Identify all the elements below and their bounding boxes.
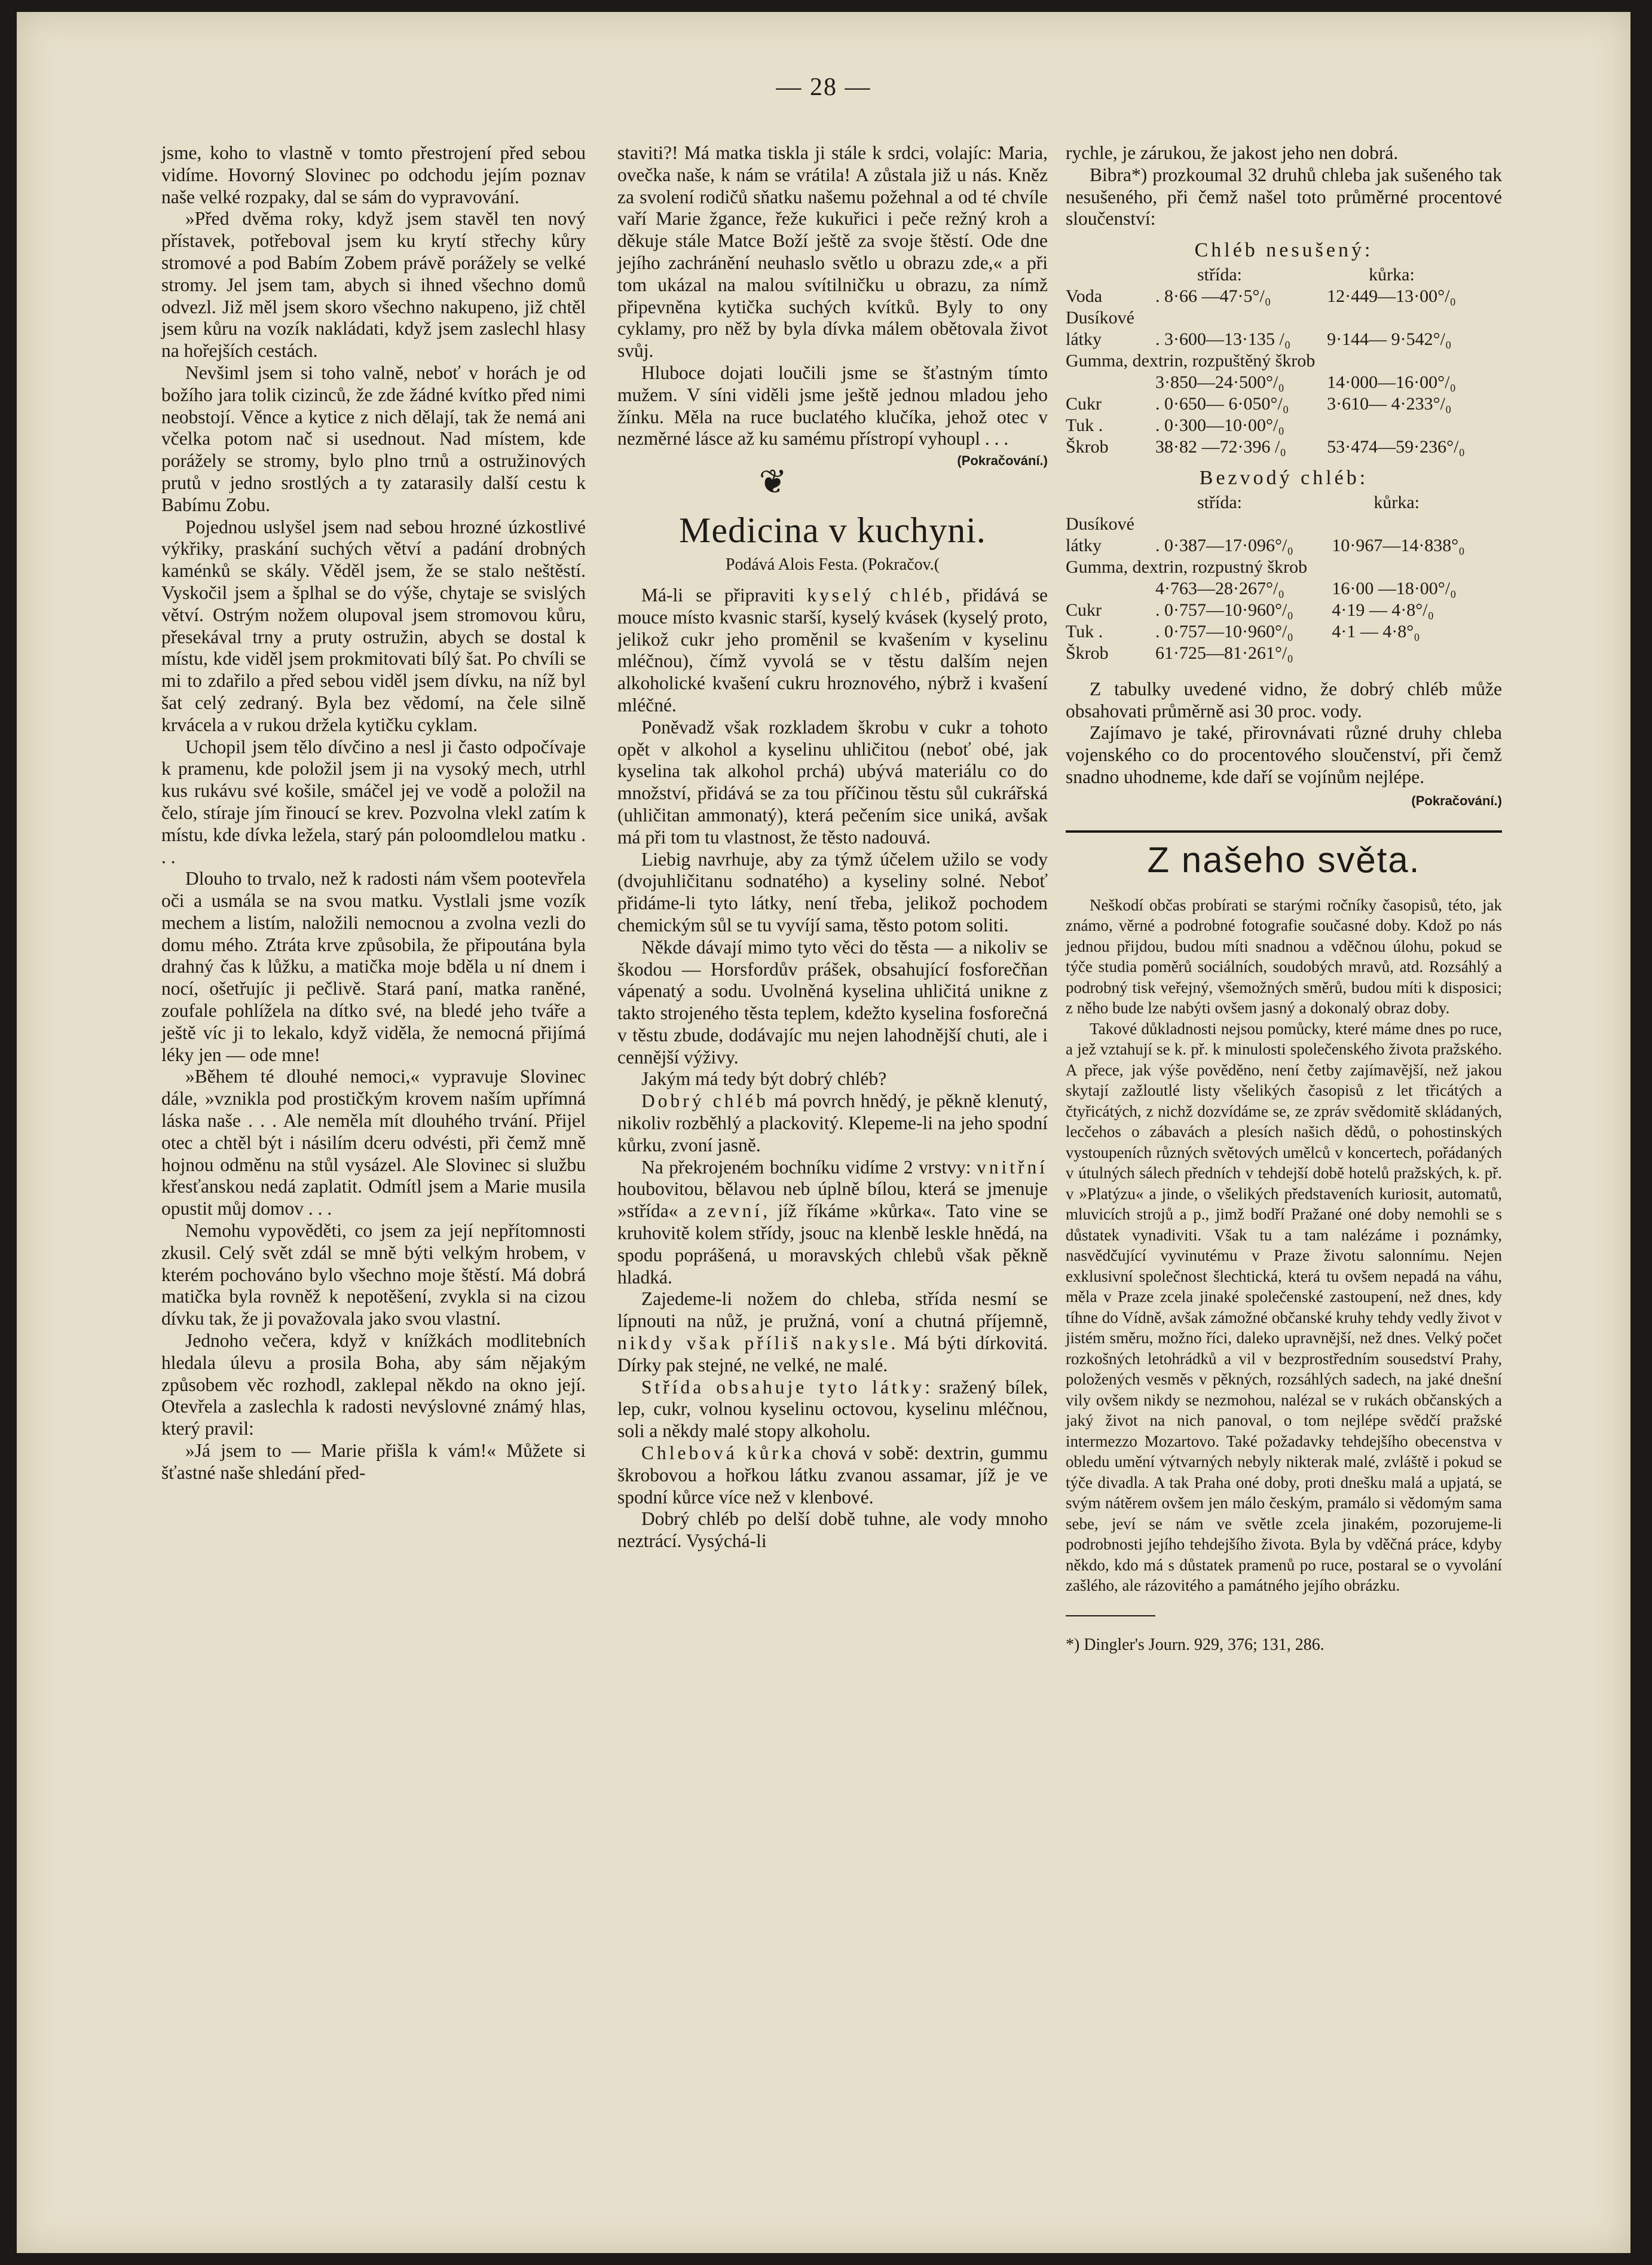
text-run: : sražený bílek, lep, cukr, volnou kyselinu octovou, kyselinu mléčnou, soli a někdy malé stopy alkoholu. (617, 1376, 1048, 1442)
kurka-value: 14·000—16·00°/₀ (1327, 372, 1456, 392)
footnote: *) Dingler's Journ. 929, 376; 131, 286. (1066, 1635, 1324, 1654)
row-label: Škrob (1066, 643, 1109, 663)
table-row (1066, 372, 1502, 393)
kurka-value: 9·144— 9·542°/₀ (1327, 329, 1452, 349)
strida-value: . 3·600—13·135 /₀ (1155, 329, 1291, 349)
spaced-term: Dobrý chléb (641, 1090, 769, 1112)
article-title-medicina: Medicina v kuchyni. (679, 511, 986, 551)
strida-value: . 0·650— 6·050°/₀ (1155, 393, 1289, 414)
article-paragraph (617, 1157, 1048, 1289)
story-paragraph: Dlouho to trvalo, než k radosti nám všem pootevřela oči a usmála se na svou matku. Vystlali jsme vozík mechem a listím, naložili nemocnou a zvolna vezli do domu mého. Ztráta krve způsobila, že připoutána byla drahný čas k lůžku, a matička moje bděla u ní dnem i nocí, ošetřujíc ji pečlivě. Stará paní, matka raněné, zoufale pohlížela na dítko své, na bledé jeho tváře a ještě víc ji to lekalo, když viděla, že nemocná přijímá léky jen — ode mne! (161, 868, 586, 1065)
article-paragraph: Z tabulky uvedené vidno, že dobrý chléb může obsahovati průměrně asi 30 proc. vody. (1066, 678, 1502, 722)
story-text: Hluboce dojati loučili jsme se šťastným tímto mužem. V síni viděli jsme ještě jednou mladou jeho žínku. Měla na ruce buclatého klučíka, jehož otec v nezměrné lásce až ku samému přístropí vyhoupl . . . (617, 362, 1048, 450)
table-header-row (1066, 264, 1502, 286)
column-middle (617, 142, 1048, 1552)
spaced-term: kyselý chléb (807, 584, 946, 606)
row-label: Dusíkové (1066, 513, 1134, 534)
continuation-note: (Pokračování.) (1411, 793, 1502, 808)
row-label: Gumma, dextrin, rozpuštěný škrob (1066, 350, 1316, 371)
kurka-value: 3·610— 4·233°/₀ (1327, 393, 1452, 414)
spaced-term: Chlebová kůrka (641, 1442, 805, 1464)
column-left (161, 142, 586, 1484)
article-paragraph: Liebig navrhuje, aby za týmž účelem užilo se vody (dvojuhličitanu sodnatého) a kyseliny solné. Neboť přidáme-li tyto látky, není třeba, jelikož pochodem chemickým sůl se tu vyvíjí sama, těsto potom soliti. (617, 848, 1048, 936)
article-paragraph (617, 1442, 1048, 1508)
row-label (1066, 372, 1155, 393)
article-paragraph (617, 585, 1048, 717)
column-header: kůrka: (1373, 492, 1420, 512)
article-paragraph: Někde dávají mimo tyto věci do těsta — a nikoliv se škodou — Horsfordův prášek, obsahující fosforečňan vápenatý a sodu. Uvolněná kyselina uhličitá unikne z takto strojeného těsta teplem, kdežto kyselina fosforečná v těstu zbude, dodávajíc mu nejen lahodnější chuti, ale i cennější výživy. (617, 936, 1048, 1068)
strida-value: . 0·757—10·960°/₀ (1155, 600, 1293, 620)
bread-table-bezvody (1066, 492, 1502, 664)
text-run: . Má býti dírkovitá. Dírky pak stejné, ne velké, ne malé. (617, 1332, 1048, 1375)
article-paragraph (617, 1377, 1048, 1442)
row-label: Tuk . (1066, 415, 1103, 435)
article-paragraph: Jakým má tedy být dobrý chléb? (641, 1068, 887, 1090)
article-paragraph: Dobrý chléb po delší době tuhne, ale vody mnoho neztrácí. Vysýchá-li (617, 1508, 1048, 1552)
ornament-icon: ❦ (758, 464, 787, 502)
strida-value: . 0·387—17·096°/₀ (1155, 535, 1293, 555)
spaced-term: vnitřní (977, 1156, 1048, 1178)
kurka-value: 4·19 — 4·8°/₀ (1332, 600, 1434, 620)
page-number: — 28 — (776, 74, 871, 101)
story-paragraph: Pojednou uslyšel jsem nad sebou hrozné úzkostlivé výkřiky, praskání suchých větví a padání drobných kaménků se skály. Věděl jsem, že se stalo neštěstí. Vyskočil jsem a šplhal se do výše, chytaje se svislých větví. Ostrým nožem olupoval jsem stromovou kůru, přesekával trny a pruty ostružin, abych se dostal k místu, kde viděl jsem prokmitovati bílý šat. Po chvíli se mi to zdařilo a před sebou viděl jsem dívku, na níž byl šat celý zedraný. Byla bez vědomí, na čele silně krvácela a v rukou držela kytičku cyklam. (161, 516, 586, 735)
story-paragraph: »Během té dlouhé nemoci,« vypravuje Slovinec dále, »vznikla pod prostičkým krovem naším upřímná láska naše . . . Ale neměla mít dlouhého trvání. Přijel otec a chtěl být i násilím dceru odvésti, při čemž mně hojnou odměnu na stůl vysázel. Ale Slovinec si službu křesťanskou nedá zaplatit. Odmítl jsem a Marie musila opustit můj domov . . . (161, 1066, 586, 1219)
table-row (1066, 578, 1502, 600)
spaced-term: Střída obsahuje tyto látky (641, 1376, 925, 1398)
table-row (1066, 643, 1502, 664)
story-paragraph: jsme, koho to vlastně v tomto přestrojení před sebou vidíme. Hovorný Slovinec po odchodu jejím poznav naše velké rozpaky, dal se sám do vypravování. (161, 142, 586, 207)
row-label: látky (1066, 329, 1102, 349)
row-label: Dusíkové (1066, 307, 1134, 328)
table-title-bezvody: Bezvodý chléb: (1199, 466, 1369, 489)
strida-value: 61·725—81·261°/₀ (1155, 643, 1293, 663)
spaced-term: nikdy však příliš nakysle (617, 1332, 891, 1354)
text-run: Zajedeme-li nožem do chleba, střída nesmí se lípnouti na nůž, je pružná, voní a chutná příjemně, (617, 1288, 1048, 1332)
continuation-note: (Pokračování.) (957, 453, 1048, 469)
kurka-value: 4·1 — 4·8°₀ (1332, 621, 1420, 641)
story-paragraph: »Před dvěma roky, když jsem stavěl ten nový přístavek, potřeboval jsem ku krytí střechy kůry stromové a pod Babím Zobem právě porážely se velké stromy. Jel jsem tam, abych si ihned všechno domů odvezl. Již měl jsem skoro všechno nakupeno, již chtěl jsem kůru na vozík nakládati, když jsem zaslechl hlasy na hořejších cestách. (161, 208, 586, 362)
column-header: kůrka: (1369, 264, 1415, 285)
kurka-value (1332, 643, 1502, 664)
newspaper-page (17, 12, 1630, 2253)
kurka-value: 10·967—14·838°₀ (1332, 535, 1465, 555)
story-paragraph: Nemohu vypověděti, co jsem za její nepřítomnosti zkusil. Celý svět zdál se mně býti velkým hrobem, v kterém pochováno bylo všechno moje štěstí. Má dobrá matička byla rovněž k nepotěšení, zvykla si na cizou dívku tak, že ji považovala jako svou vlastní. (161, 1220, 586, 1329)
row-label: Cukr (1066, 393, 1102, 414)
article-paragraph: Zajímavo je také, přirovnávati různé druhy chleba vojenského co do procentového sloučenství, při čemž snadno uhodneme, kde daří se vojínům nejlépe. (1066, 722, 1502, 787)
text-run: Na překrojeném bochníku vidíme 2 vrstvy: (641, 1156, 977, 1178)
section-title-z-naseho-sveta: Z našeho světa. (1147, 839, 1421, 880)
table-row (1066, 513, 1502, 535)
table-row (1066, 393, 1502, 415)
column-header: střída: (1197, 264, 1242, 285)
article-paragraph (617, 1288, 1048, 1376)
row-label: látky (1066, 535, 1102, 555)
column-right (1066, 142, 1502, 1656)
story-paragraph: »Já jsem to — Marie přišla k vám!« Můžete si šťastné naše shledání před- (161, 1440, 586, 1483)
table-row (1066, 557, 1502, 578)
table-row (1066, 329, 1502, 350)
bread-table-nesuseny (1066, 264, 1502, 458)
table-row (1066, 307, 1502, 329)
story-paragraph: Jednoho večera, když v knížkách modlitebních hledala úlevu a prosila Boha, aby sám nějakým způsobem věc rozhodl, zaklepal někdo na okno její. Otevřela a zaslechla k radosti nevýslovné známý hlas, který pravil: (161, 1330, 586, 1439)
spaced-term: zevní (706, 1200, 763, 1222)
row-label (1066, 578, 1155, 600)
text-run: houbovitou, bělavou neb úplně bílou, která se jmenuje »střída« a (617, 1178, 1048, 1222)
row-label: Gumma, dextrin, rozpustný škrob (1066, 557, 1308, 577)
story-paragraph (617, 362, 1048, 469)
story-paragraph: staviti?! Má matka tiskla ji stále k srdci, volajíc: Maria, ovečka naše, k nám se vrátila! A zůstala již u nás. Kněz za svolení rodičů sňatku našemu požehnal a od té chvíle vaří Marie žgance, řeže kukuřici i peče režný kroh a děkuje stále Matce Boží ještě za svoje štěstí. Ode dne jejího zachránění neuhaslo světlo u obrazu zde,« a při tom ukázal na malou svítilničku u obrazu, za nímž připevněna kytička suchých kvítků. Byly to ony cyklamy, pro něž by byla dívka málem obětovala život svůj. (617, 142, 1048, 362)
kurka-value: 53·474—59·236°/₀ (1327, 436, 1465, 457)
article-paragraph: Bibra*) prozkoumal 32 druhů chleba jak sušeného tak nesušeného, při čemž našel toto průměrné procentové sloučenství: (1066, 164, 1502, 230)
kurka-value (1327, 415, 1502, 436)
row-label: Tuk . (1066, 621, 1103, 641)
column-header: střída: (1197, 492, 1242, 512)
text-run: chová v sobě: dextrin, gummu škrobovou a hořkou látku zvanou assamar, jíž je ve spodní kůrce více než v klenbové. (617, 1442, 1048, 1508)
table-row (1066, 600, 1502, 621)
story-paragraph: Uchopil jsem tělo dívčino a nesl ji často odpočívaje k pramenu, kde položil jsem ji na vysoký mech, utrhl kus rukávu své košile, smáčel jej ve vodě a položil na čelo, stíraje jím řinoucí se krev. Pozvolna vlekl zatím k místu, kde dívka ležela, starý pán poloomdlelou matku . . . (161, 736, 586, 867)
kurka-value: 12·449—13·00°/₀ (1327, 286, 1456, 306)
continuation-wrap (1066, 788, 1502, 812)
table-title-nesuseny: Chléb nesušený: (1194, 239, 1373, 262)
text-run: , přidává se mouce místo kvasnic starší, kyselý kvásek (kyselý proto, jelikož cukr jeho proměnil se kvašením v kyselinu mléčnou), čímž vyvolá se v těstu dalším nejen alkoholické kvašení cukru hroznového, nýbrž i kvašení mléčné. (617, 584, 1048, 716)
row-label: Cukr (1066, 600, 1102, 620)
section-paragraph: Takové důkladnosti nejsou pomůcky, které máme dnes po ruce, a jež vztahují se k. př. k minulosti společenského života pražského. A přece, jak výše pověděno, není četby zajímavější, než jakou skytají zažloutlé listy všelikých časopisů z let třicátých a čtyřicátých, z nichž dozvídáme se, ze zpráv svědomitě skládaných, lecčehos o zábavách a plesích našich dědů, o pohostinských vystoupeních různých světových umělců v koncertech, pořádaných v útulných sálech předních v tehdejší době hotelů pražských, k. př. v »Platýzu« a jinde, o všelikých představeních kuriosit, automatů, mluvicích strojů a p., jimž bodří Pražané oné doby nemohli se s důstatek vynadiviti. Však tu a tam nalézáme i poznámky, nasvědčující vyvinutému v Praze životu salonnímu. Nejen exklusivní společnost šlechtická, která tu ovšem nepadá na váhu, měla v Praze zcela jinaké společenské zastoupení, než dnes, kdy tíhne do Vídně, avšak zámožné občanské kruhy tehdy vedly život v jistém směru, možno říci, daleko upravnější, než dnes. Velký počet rozkošných letohrádků a vil v bezprostředním sousedství Prahy, položených vesměs v pěkných, rozsáhlých sadech, na jaké dnešní vily ovšem nikdy se nezmohou, nalézal se v rukách občanských a jaký život na nich panoval, o tom nejlépe svědčí pražské intermezzo Mozartovo. Také požadavky tehdejšího obecenstva v obledu umění výtvarných nebyly nikterak malé, zvláště i pokud se týče divadla. A tak Praha oné doby, proti dnešku malá a upjatá, se svým nátěrem ovšem jen málo českým, pramálo si vědomým sama sebe, jeví se nám ve světle zcela jinakém, pozorujeme-li podrobnosti jejího tehdejšího života. Byla by vděčná práce, kdyby někdo, kdo má s důstatek pramenů po ruce, postaral se o vyvolání zašlého, ale rázovitého a památného jejího obrázku. (1066, 1019, 1502, 1595)
footnote-divider (1066, 1615, 1155, 1616)
table-header-row (1066, 492, 1502, 513)
table-row (1066, 436, 1502, 458)
article-paragraph (617, 1090, 1048, 1156)
table-row (1066, 535, 1502, 557)
table-row (1066, 286, 1502, 307)
kurka-value: 16·00 —18·00°/₀ (1332, 578, 1457, 598)
strida-value: 4·763—28·267°/₀ (1155, 578, 1284, 598)
row-label: Voda (1066, 286, 1103, 306)
section-divider (1066, 830, 1502, 833)
table-row (1066, 350, 1502, 372)
strida-value: . 8·66 —47·5°/₀ (1155, 286, 1271, 306)
strida-value: . 0·757—10·960°/₀ (1155, 621, 1293, 641)
section-paragraph: Neškodí občas probírati se starými ročníky časopisů, této, jak známo, věrné a podrobné fotografie současné doby. Kdož po nás jednou přijdou, budou míti snadnou a vděčnou úlohu, pokud se týče studia poměrů sociálních, soudobých mravů, atd. Rozsáhlý a podrobný tisk veřejný, všemožných směrů, budou míti k disposici; z něho bude lze nabýti ovšem jasný a dokonalý obraz doby. (1066, 895, 1502, 1017)
strida-value: . 0·300—10·00°/₀ (1155, 415, 1284, 435)
text-run: Má-li se připraviti (641, 584, 794, 606)
table-row (1066, 415, 1502, 436)
article-byline: Podává Alois Festa. (Pokračov.( (725, 555, 940, 574)
story-paragraph: Nevšiml jsem si toho valně, neboť v horách je od božího jara tolik cizinců, že zde žádné kvítko před nimi neobstojí. Věnce a kytice z nich dělají, tak že nemá ani včelka potom nač si usednout. Nad místem, kde porážely se stromy, bylo plno trnů a ostružinových prutů v jedno srostlých a ty zatarasily další cestu k Babímu Zobu. (161, 362, 586, 515)
article-paragraph: Poněvadž však rozkladem škrobu v cukr a tohoto opět v alkohol a kyselinu uhličitou (neboť obé, jak kyselina tak alkohol prchá) ubývá materiálu co do množství, přidává se za tou příčinou těstu sůl cukrářská (uhličitan ammonatý), která pečením sice uniká, avšak má při tom tu vlastnost, že těsto nadouvá. (617, 716, 1048, 848)
row-label: Škrob (1066, 436, 1109, 457)
section-body (1066, 895, 1502, 1596)
article-paragraph: rychle, je zárukou, že jakost jeho nen dobrá. (1066, 142, 1399, 163)
strida-value: 3·850—24·500°/₀ (1155, 372, 1284, 392)
text-run: , jíž říkáme »kůrka«. Tato vine se kruhovitě kolem střídy, jsouc na klenbě leskle hnědá, na spodu poprášená, u moravských chlebů však pěkně hladká. (617, 1200, 1048, 1288)
strida-value: 38·82 —72·396 /₀ (1155, 436, 1286, 457)
table-row (1066, 621, 1502, 643)
text-run: má povrch hnědý, je pěkně klenutý, nikoliv rozběhlý a plackovitý. Klepeme-li na jeho spodní kůrku, zvoní jasně. (617, 1090, 1048, 1156)
